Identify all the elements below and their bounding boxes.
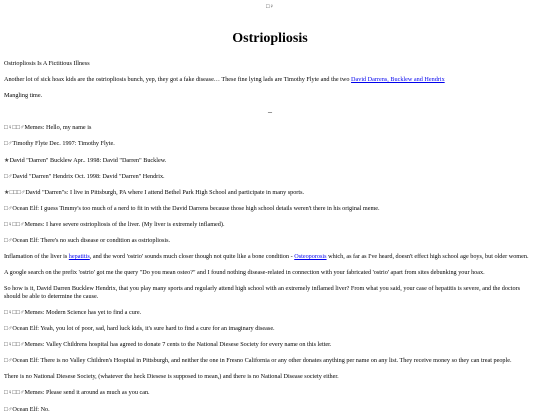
speaker-glyph-icon: □♂ xyxy=(4,172,13,180)
chat-line xyxy=(4,309,536,317)
chat-line-text: Ocean Elf: Yeah, you lot of poor, sad, hard luck kids, it's sure hard to find a cure for an imaginary disease. xyxy=(12,325,275,333)
chat-line-text: Ocean Elf: There is no Valley Children's Hospital in Pittsburgh, and neither the one in Fresno California or any other donates anything per name on any list. They receive money so they can treat people. xyxy=(12,357,512,365)
intro-subtitle: Ostriopliosis Is A Fictitious Illness xyxy=(4,60,90,68)
chat-line-text: Ocean Elf: I guess Timmy's too much of a nerd to fit in with the David Darrens because those high school details weren't there in his original meme. xyxy=(12,204,380,212)
david-darrens-link[interactable]: David Darrens, Bucklew and Hendrix xyxy=(351,76,445,84)
chat-line xyxy=(4,140,536,148)
chat-line-text: David "Darren" Bucklew Apr.. 1998: David "Darren" Bucklew. xyxy=(9,156,167,164)
speaker-glyph-icon: □♂ xyxy=(4,140,13,148)
chat-line xyxy=(4,173,536,181)
speaker-glyph-icon: □♂ xyxy=(4,236,13,244)
chat-line-text: Ocean Elf: No. xyxy=(12,405,50,413)
chat-line xyxy=(4,221,536,229)
osteoporosis-link[interactable]: Osteoporosis xyxy=(294,252,327,260)
chat-line-text: Ocean Elf: There's no such disease or condition as ostriopliosis. xyxy=(12,236,171,244)
page-title: Ostriopliosis xyxy=(232,31,308,46)
chat-line-text: Memes: Valley Childrens hospital has agreed to donate 7 cents to the National Diesese Society for every name on this letter. xyxy=(24,341,332,349)
sohow-paragraph: So how is it, David Darren Bucklew Hendrix, that you play many sports and regularly attend high school with an extremely inflamed liver? From what you said, your case of hepatitis is severe, and the doctors should be able to determine the cause. xyxy=(4,285,521,301)
star-glyph-icon: ★□□□♂ xyxy=(4,188,26,196)
speaker-glyph-icon: □♀□□♂ xyxy=(4,341,25,349)
chat-line xyxy=(4,341,536,349)
speaker-glyph-icon: □♀□□♂ xyxy=(4,220,25,228)
chat-line xyxy=(4,406,536,414)
chat-line-text: Memes: Please send it around as much as you can. xyxy=(24,389,150,397)
chat-line-text: David "Darren" Hendrix Oct. 1998: David "Darren" Hendrix. xyxy=(12,172,165,180)
top-glyph-icon: □♀ xyxy=(265,4,275,10)
google-paragraph: A google search on the prefix 'ostrio' got me the query "Do you mean osteo?" and I found nothing disease-related in connection with your fabricated 'ostrio' apart from sites debunking your hoax. xyxy=(4,268,485,276)
chat-line xyxy=(4,189,536,197)
chat-line-text: Memes: I have severe ostriopliosis of the liver. (My liver is extremely inflamed). xyxy=(24,220,225,228)
no-society-paragraph: There is no National Diesese Society, (whatever the heck Diesese is supposed to mean,) and there is no National Disease society either. xyxy=(4,373,339,381)
separator: – xyxy=(268,107,272,117)
inflammation-paragraph xyxy=(4,253,536,261)
inflammation-text-3: which, as far as I've heard, doesn't effect high school age boys, but older women. xyxy=(328,252,529,260)
chat-line xyxy=(4,205,536,213)
chat-line xyxy=(4,237,536,245)
speaker-glyph-icon: □♀□□♂ xyxy=(4,309,25,317)
hepatitis-link[interactable]: hepatitis xyxy=(68,252,90,260)
inflammation-text-1: Inflamation of the liver is xyxy=(4,252,68,260)
speaker-glyph-icon: □♂ xyxy=(4,325,13,333)
intro-paragraph xyxy=(4,76,536,84)
speaker-glyph-icon: □♂ xyxy=(4,357,13,365)
inflammation-text-2: , and the word 'ostrio' sounds much closer though not quite like a bone condition - xyxy=(89,252,293,260)
chat-line-text: Memes: Hello, my name is xyxy=(24,124,92,132)
speaker-glyph-icon: □♀□□♂ xyxy=(4,124,25,132)
chat-line xyxy=(4,157,536,165)
chat-line xyxy=(4,325,536,333)
intro-text: Another lot of sick hoax kids are the ostriopliosis bunch, yep, they got a fake disease… These fine lying lads are Timothy Flyte and the two xyxy=(4,76,350,84)
mangling-text: Mangling time. xyxy=(4,92,43,100)
chat-line xyxy=(4,124,536,132)
chat-line-text: Timothy Flyte Dec. 1997: Timothy Flyte. xyxy=(12,140,115,148)
chat-line xyxy=(4,389,536,397)
chat-line xyxy=(4,357,536,365)
chat-line-text: Memes: Modern Science has yet to find a cure. xyxy=(24,309,142,317)
speaker-glyph-icon: □♂ xyxy=(4,405,13,413)
star-glyph-icon: ★ xyxy=(4,156,10,164)
speaker-glyph-icon: □♀□□♂ xyxy=(4,389,25,397)
chat-line-text: David "Darren"s: I live in Pittsburgh, PA where I attend Bethel Park High School and participate in many sports. xyxy=(25,188,305,196)
speaker-glyph-icon: □♂ xyxy=(4,204,13,212)
